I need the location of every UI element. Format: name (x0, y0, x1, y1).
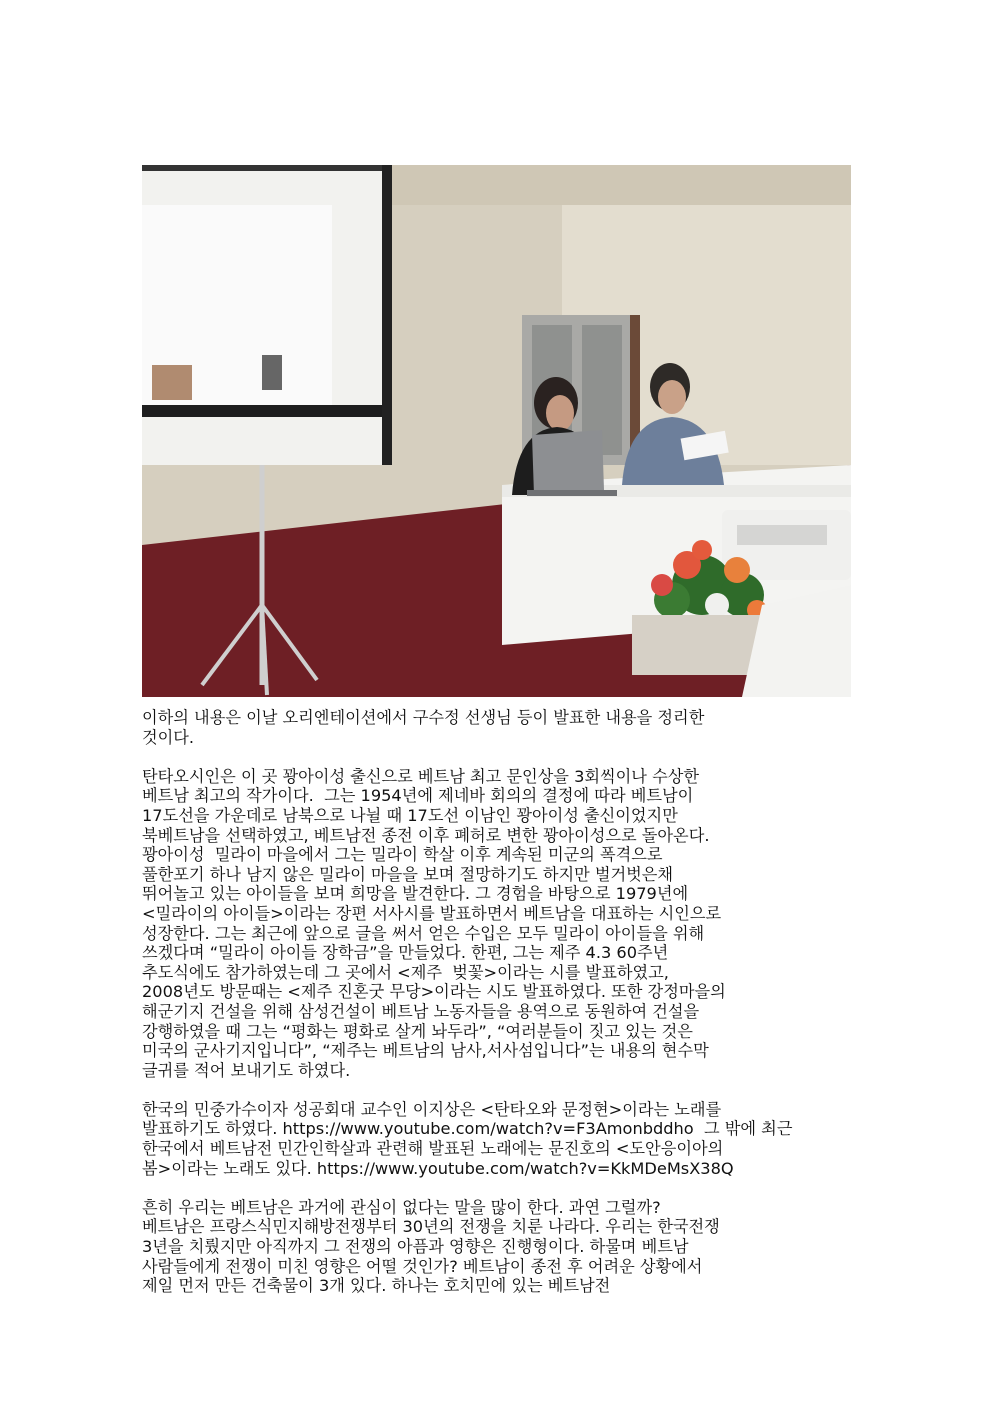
article-body (142, 708, 842, 1315)
text-line: 해군기지 건설을 위해 삼성건설이 베트남 노동자들을 용역으로 동원하여 건설을 (142, 1001, 700, 1021)
paragraph-tan-thao (142, 767, 842, 1081)
paragraph-vietnam-past (142, 1198, 842, 1296)
text-line: 제일 먼저 만든 건축물이 3개 있다. 하나는 호치민에 있는 베트남전 (142, 1276, 611, 1296)
text-line: 3년을 치뤘지만 아직까지 그 전쟁의 아픔과 영향은 진행형이다. 하물며 베트남 (142, 1237, 689, 1257)
text-line: 뛰어놀고 있는 아이들을 보며 희망을 발견한다. 그 경험을 바탕으로 1979년에 (142, 884, 689, 904)
photo-illustration (142, 165, 851, 697)
text-line: 베트남은 프랑스식민지해방전쟁부터 30년의 전쟁을 치룬 나라다. 우리는 한국전쟁 (142, 1217, 720, 1237)
paragraph-intro (142, 708, 842, 747)
text-line: 미국의 군사기지입니다”, “제주는 베트남의 남사,서사섬입니다”는 내용의 현수막 (142, 1041, 709, 1061)
presentation-photo (142, 165, 851, 697)
text-line: 쓰겠다며 “밀라이 아이들 장학금”을 만들었다. 한편, 그는 제주 4.3 60주년 (142, 943, 669, 963)
text-line: 강행하였을 때 그는 “평화는 평화로 살게 놔두라”, “여러분들이 짓고 있는 것은 (142, 1021, 693, 1041)
text-line: 봄>이라는 노래도 있다. https://www.youtube.com/watch?v=KkMDeMsX38Q (142, 1158, 734, 1178)
text-line: 이하의 내용은 이날 오리엔테이션에서 구수정 선생님 등이 발표한 내용을 정리한 (142, 708, 705, 727)
text-line: 발표하기도 하였다. https://www.youtube.com/watch?v=F3Amonbddho 그 밖에 최근 (142, 1119, 793, 1139)
text-line: 베트남 최고의 작가이다. 그는 1954년에 제네바 회의의 결정에 따라 베트남이 (142, 786, 694, 806)
text-line: 사람들에게 전쟁이 미친 영향은 어떨 것인가? 베트남이 종전 후 어려운 상황에서 (142, 1256, 703, 1276)
text-line: 북베트남을 선택하였고, 베트남전 종전 이후 폐허로 변한 꽝아이성으로 돌아온다. (142, 825, 710, 845)
text-line: 추도식에도 참가하였는데 그 곳에서 <제주 벚꽃>이라는 시를 발표하였고, (142, 962, 669, 982)
text-line: 것이다. (142, 727, 195, 747)
text-line: 흔히 우리는 베트남은 과거에 관심이 없다는 말을 많이 한다. 과연 그럴까? (142, 1197, 661, 1217)
text-line: 17도선을 가운데로 남북으로 나뉠 때 17도선 이남인 꽝아이성 출신이었지만 (142, 805, 678, 825)
text-line: 2008년도 방문때는 <제주 진혼굿 무당>이라는 시도 발표하였다. 또한 강정마을의 (142, 982, 726, 1002)
text-line: 탄타오시인은 이 곳 꽝아이성 출신으로 베트남 최고 문인상을 3회씩이나 수상한 (142, 766, 699, 786)
text-line: 꽝아이성 밀라이 마을에서 그는 밀라이 학살 이후 계속된 미군의 폭격으로 (142, 845, 663, 865)
text-line: 한국에서 베트남전 민간인학살과 관련해 발표된 노래에는 문진호의 <도안응이아의 (142, 1139, 724, 1159)
text-line: 성장한다. 그는 최근에 앞으로 글을 써서 얻은 수입은 모두 밀라이 아이들을 위해 (142, 923, 705, 943)
text-line: 풀한포기 하나 남지 않은 밀라이 마을을 보며 절망하기도 하지만 벌거벗은채 (142, 864, 674, 884)
text-line: 한국의 민중가수이자 성공회대 교수인 이지상은 <탄타오와 문정현>이라는 노래를 (142, 1099, 722, 1119)
paragraph-songs (142, 1100, 842, 1178)
text-line: 글귀를 적어 보내기도 하였다. (142, 1060, 351, 1080)
text-line: <밀라이의 아이들>이라는 장편 서사시를 발표하면서 베트남을 대표하는 시인으로 (142, 903, 722, 923)
